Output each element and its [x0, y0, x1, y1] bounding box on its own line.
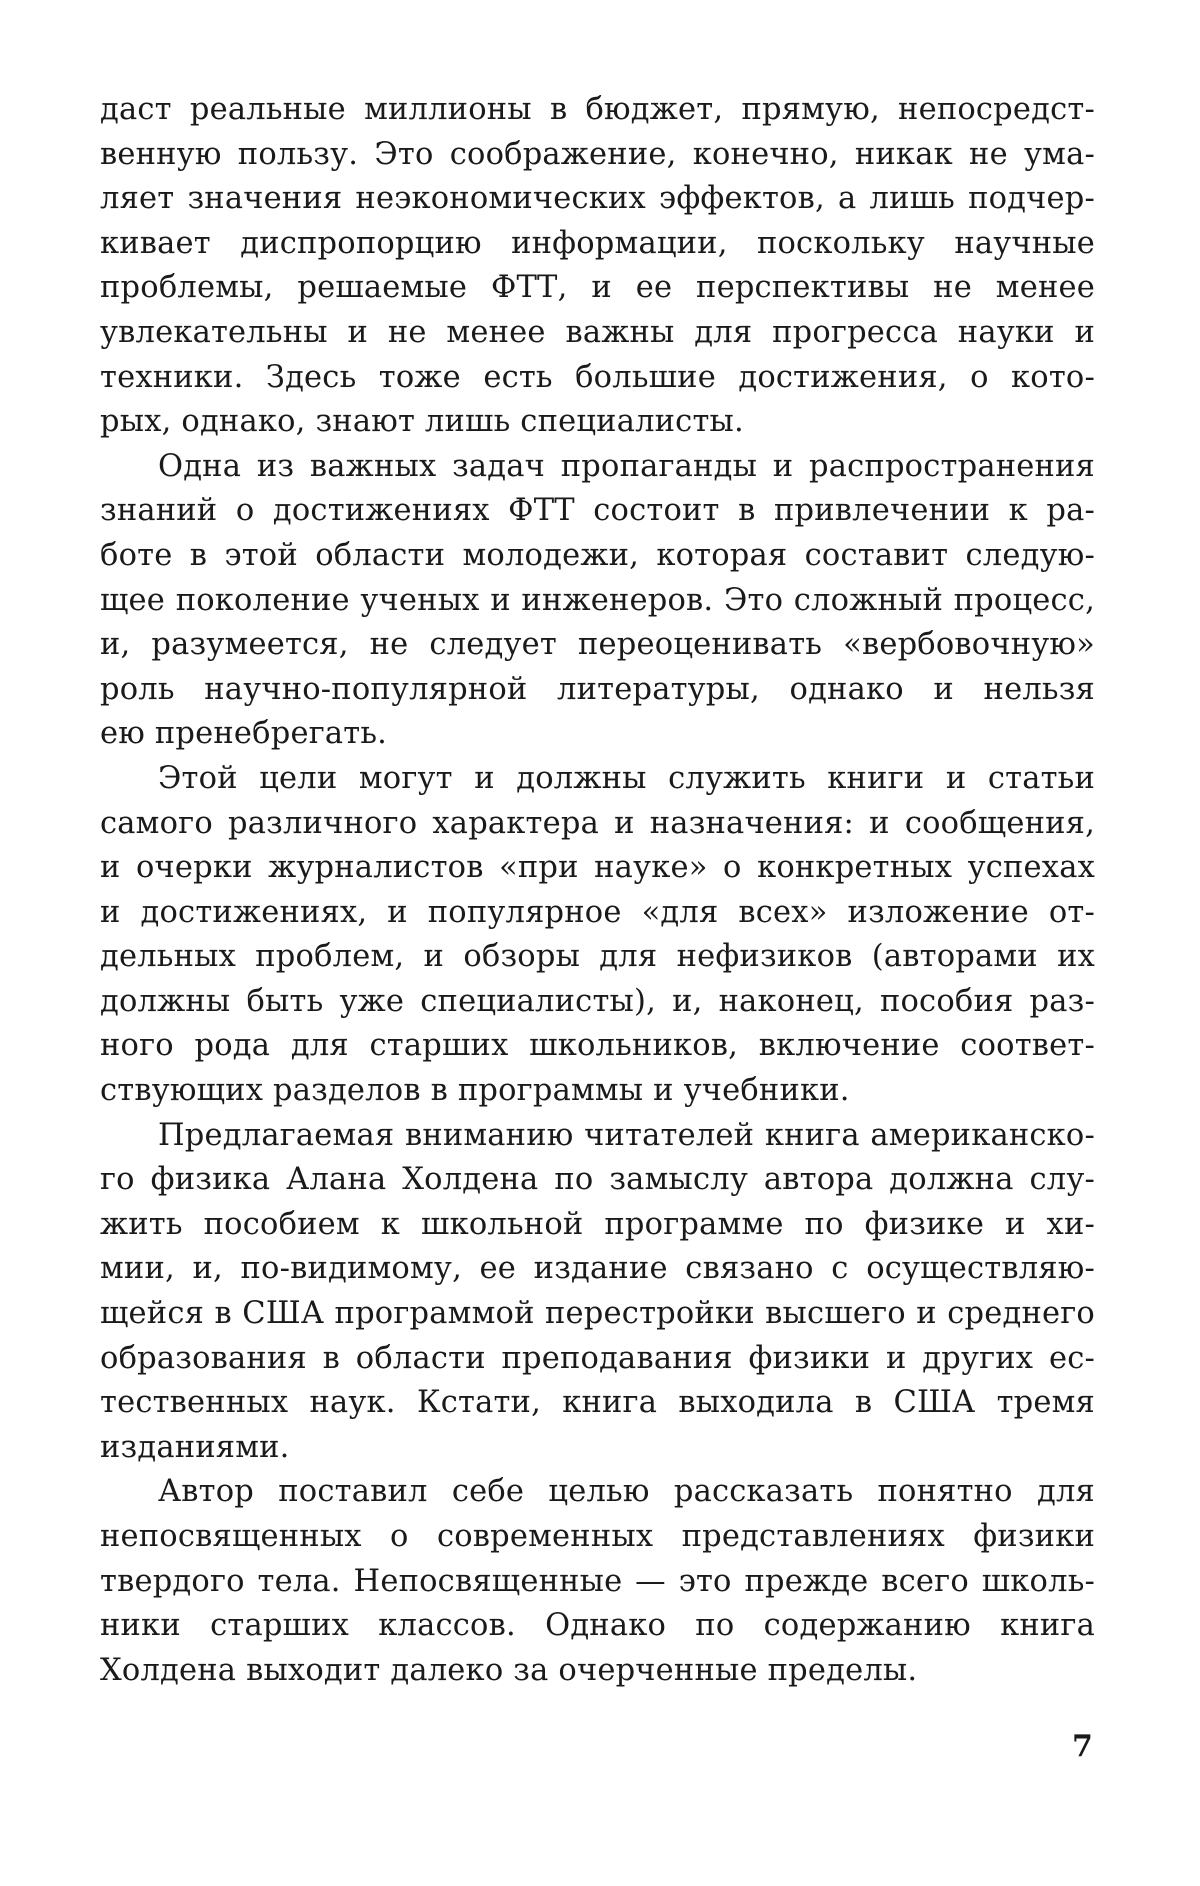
text-line: должны быть уже специалисты), и, наконец, пособия раз- [100, 983, 1095, 1019]
text-line: изданиями. [100, 1429, 290, 1465]
text-line: ляет значения неэкономических эффектов, а лишь подчер- [100, 181, 1095, 217]
text-line: ствующих разделов в программы и учебники. [100, 1073, 850, 1109]
text-line: Холдена выходит далеко за очерченные пределы. [100, 1652, 918, 1688]
text-line: ники старших классов. Однако по содержанию книга [100, 1608, 1095, 1644]
text-line: щейся в США программой перестройки высшего и среднего [100, 1296, 1095, 1332]
paragraph [100, 88, 1095, 445]
text-line: образования в области преподавания физики и других ес- [100, 1340, 1095, 1376]
text-line: го физика Алана Холдена по замыслу автора должна слу- [100, 1162, 1095, 1198]
page-body [100, 88, 1095, 1693]
text-line: Этой цели могут и должны служить книги и статьи [158, 760, 1095, 796]
text-line: рых, однако, знают лишь специалисты. [100, 404, 744, 440]
text-line: непосвященных о современных представлениях физики [100, 1519, 1095, 1554]
text-line: Одна из важных задач пропаганды и распространения [158, 448, 1095, 484]
text-line: тественных наук. Кстати, книга выходила в США тремя [100, 1385, 1095, 1421]
paragraph [100, 1114, 1095, 1471]
text-line: ею пренебрегать. [100, 716, 388, 752]
text-line: щее поколение ученых и инженеров. Это сложный процесс, [100, 582, 1095, 618]
text-line: мии, и, по-видимому, ее издание связано с осуществляю- [100, 1251, 1095, 1287]
text-line: увлекательны и не менее важны для прогресса науки и [100, 314, 1095, 350]
page-number: 7 [1072, 1729, 1093, 1764]
text-line: даст реальные миллионы в бюджет, прямую, непосредст- [100, 92, 1095, 127]
text-line: роль научно-популярной литературы, однако и нельзя [100, 671, 1095, 707]
paragraph [100, 1470, 1095, 1693]
text-line: ного рода для старших школьников, включение соответ- [100, 1028, 1095, 1064]
text-line: твердого тела. Непосвященные — это прежде всего школь- [100, 1563, 1095, 1599]
text-line: техники. Здесь тоже есть большие достижения, о кото- [100, 359, 1095, 395]
text-line: дельных проблем, и обзоры для нефизиков (авторами их [100, 939, 1095, 975]
text-line: самого различного характера и назначения: и сообщения, [100, 805, 1095, 841]
text-line: и очерки журналистов «при науке» о конкретных успехах [100, 850, 1095, 886]
text-line: Предлагаемая вниманию читателей книга американско- [158, 1117, 1095, 1153]
text-line: венную пользу. Это соображение, конечно, никак не ума- [100, 136, 1095, 172]
text-line: Автор поставил себе целью рассказать понятно для [158, 1474, 1095, 1510]
text-line: и, разумеется, не следует переоценивать «вербовочную» [100, 627, 1095, 663]
text-line: знаний о достижениях ФТТ состоит в привлечении к ра- [100, 493, 1095, 529]
text-line: и достижениях, и популярное «для всех» изложение от- [100, 894, 1095, 930]
paragraph [100, 757, 1095, 1114]
paragraph [100, 445, 1095, 757]
text-line: жить пособием к школьной программе по физике и хи- [100, 1206, 1095, 1242]
text-line: боте в этой области молодежи, которая составит следую- [100, 537, 1095, 573]
text-line: проблемы, решаемые ФТТ, и ее перспективы не менее [100, 270, 1095, 306]
text-line: кивает диспропорцию информации, поскольку научные [100, 225, 1095, 261]
